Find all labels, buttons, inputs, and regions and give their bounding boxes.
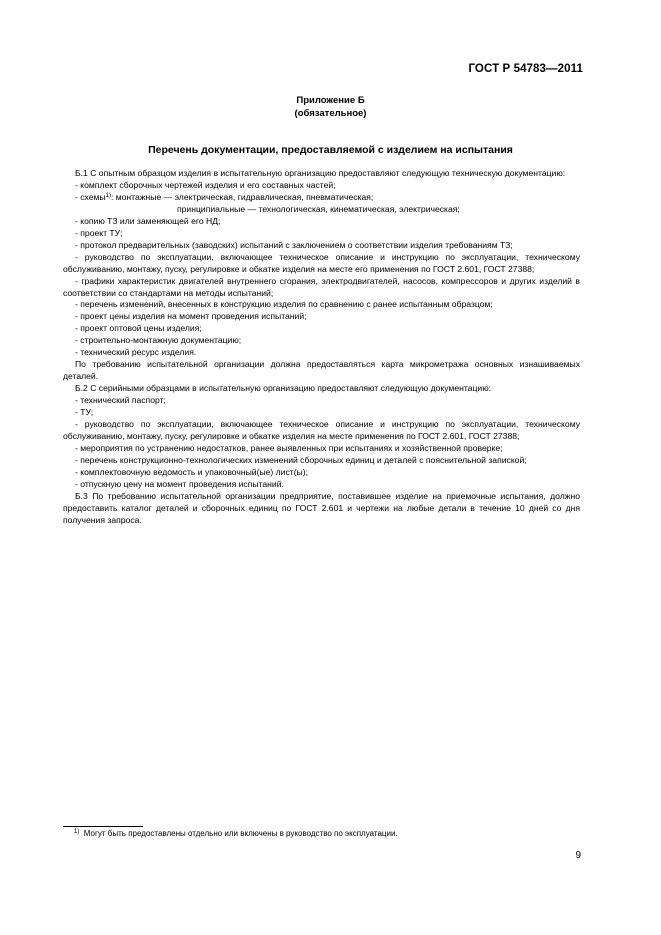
paragraph-b2-intro: Б.2 С серийными образцами в испытательную организацию предоставляют следующую документацию:: [75, 383, 492, 394]
document-id-header: ГОСТ Р 54783—2011: [468, 63, 583, 75]
footnote-reference: 1): [105, 192, 111, 199]
appendix-title-block: [0, 94, 661, 120]
list-item: - комплект сборочных чертежей изделия и его составных частей;: [75, 179, 336, 190]
paragraph-b1-note: По требованию испытательной организации должна предоставляться карта микрометража основных изнашиваемых деталей.: [63, 359, 580, 382]
list-item: - протокол предварительных (заводских) испытаний с заключением о соответствии изделия требованиям ТЗ;: [75, 239, 513, 250]
footnote: [74, 829, 398, 839]
list-item: - руководство по эксплуатации, включающее техническое описание и инструкцию по эксплуатации, техническому обслуживанию, монтажу, пуску, регулировке и обкатке изделия на месте его применения по ГОСТ 2.601, ГОСТ 27388;: [63, 251, 580, 274]
page-number: 9: [575, 850, 581, 861]
schemes-rest: : монтажные — электрическая, гидравлическая, пневматическая;: [110, 191, 374, 202]
list-item: - мероприятия по устранению недостатков, ранее выявленных при испытаниях и хозяйственной проверке;: [75, 442, 503, 453]
list-item: - перечень изменений, внесенных в конструкцию изделия по сравнению с ранее испытанным образцом;: [75, 299, 493, 310]
list-item-schemes: [63, 192, 580, 204]
list-item: - технический паспорт;: [75, 395, 166, 406]
paragraph-b1-intro: Б.1 С опытным образцом изделия в испытательную организацию предоставляют следующую техническую документацию:: [75, 168, 566, 178]
list-item: - проект ТУ;: [75, 227, 123, 238]
document-body: [63, 168, 580, 527]
list-item: - отпускную цену на момент проведения испытаний.: [75, 478, 284, 489]
list-item: - строительно-монтажную документацию;: [75, 335, 242, 346]
list-item: - копию ТЗ или заменяющей его НД;: [75, 215, 221, 226]
section-heading: Перечень документации, предоставляемой с изделием на испытания: [148, 144, 513, 156]
list-item: - проект оптовой цены изделия;: [75, 323, 202, 334]
footnote-divider: [63, 826, 143, 827]
appendix-status: (обязательное): [294, 108, 367, 119]
footnote-text: Могут быть предоставлены отдельно или включены в руководство по эксплуатации.: [83, 829, 398, 838]
list-item: - руководство по эксплуатации, включающее техническое описание и инструкцию по эксплуатации, техническому обслуживанию, монтажу, пуску, регулировке и обкатке изделия на месте применения по ГОСТ 2.601, ГОСТ 27388;: [63, 419, 580, 441]
list-item: - ТУ;: [75, 407, 94, 418]
paragraph-b3: Б.3 По требованию испытательной организации предприятие, поставившее изделие на приемочные испытания, должно предоставить каталог деталей и сборочных единиц по ГОСТ 2.601 и чертежи на любые детали в течение 10 дней со дня получения запроса.: [63, 490, 580, 525]
schemes-prefix: - схемы: [75, 191, 106, 202]
list-item: - перечень конструкционно-технологических изменений сборочных единиц и деталей с пояснительной запиской;: [75, 454, 527, 465]
appendix-title: Приложение Б: [296, 95, 365, 106]
list-item: - технический ресурс изделия.: [75, 347, 197, 358]
list-item: - комплектовочную ведомость и упаковочный(ые) лист(ы);: [75, 466, 308, 477]
list-item: - проект цены изделия на момент проведения испытаний;: [75, 311, 307, 322]
list-item-continuation: принципиальные — технологическая, кинематическая, электрическая;: [177, 203, 460, 214]
list-item: - графики характеристик двигателей внутреннего сгорания, электродвигателей, насосов, компрессоров и других изделий в соответствии со стандартами на методы испытаний;: [63, 275, 580, 298]
footnote-mark: 1): [74, 829, 80, 835]
